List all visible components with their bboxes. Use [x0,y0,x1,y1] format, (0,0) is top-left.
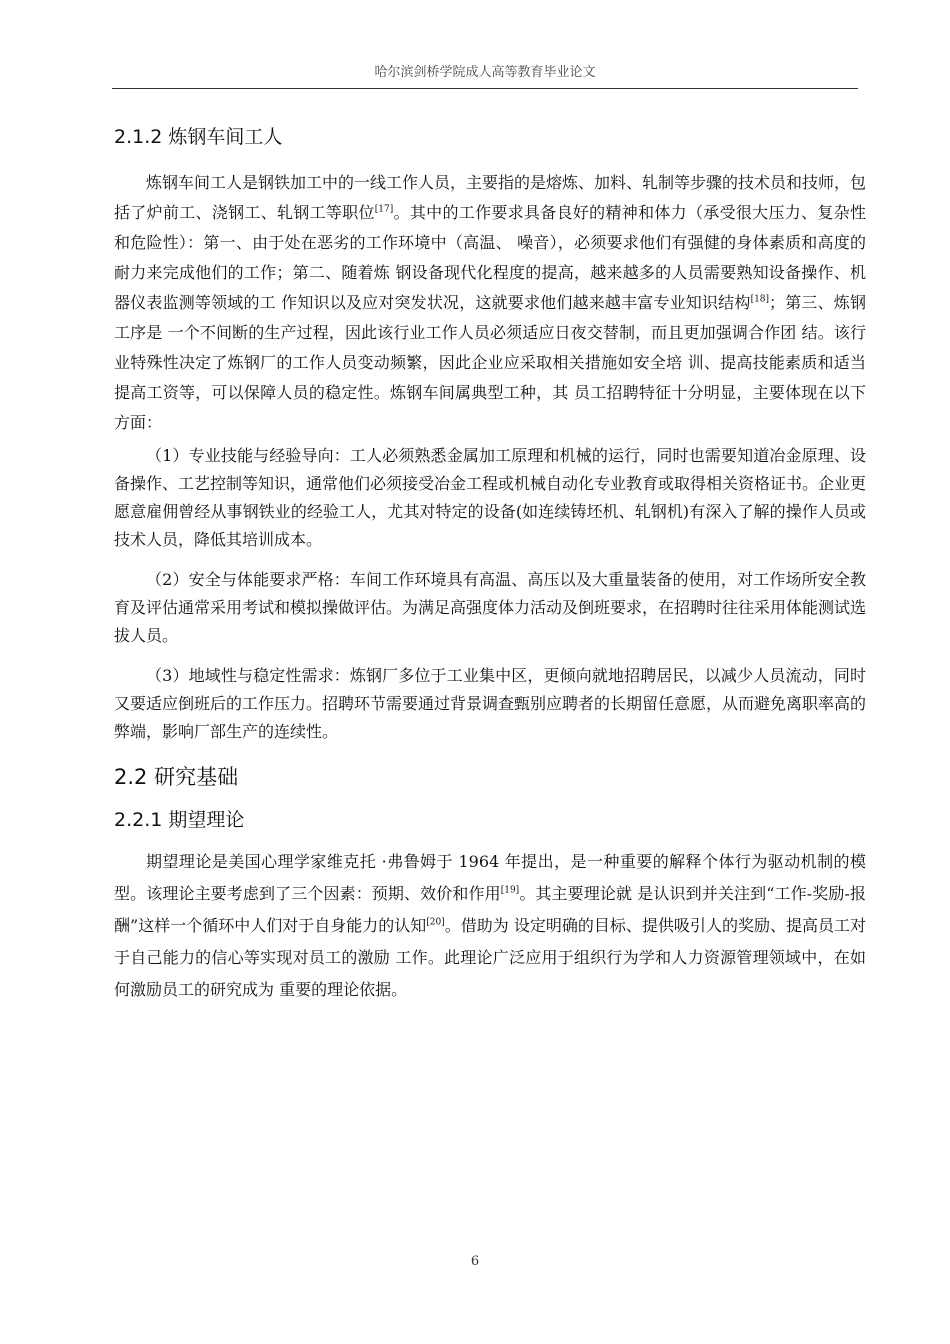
citation-ref: [17] [374,204,394,215]
section-2-2-1-paragraph [114,846,866,1006]
page-header [112,62,858,89]
citation-ref: [19] [500,885,520,896]
text-run: 炼钢车间工人是钢铁加工中的一线工作人员，主要指的是熔炼、加料、轧制等步骤的技术员和技师，包括了炉前工、浇钢工、轧钢工等职位 [114,173,867,222]
citation-ref: [18] [750,294,770,305]
text-run: 期望理论是美国心理学家维克托 ·弗鲁姆于 1964 年提出，是一种重要的解释个体行为驱动机制的模型。该理论主要考虑到了三个因素：预期、效价和作用 [114,852,866,903]
list-item [114,566,866,650]
section-heading-2-2: 2.2 研究基础 [114,765,239,789]
text-run: 。借助为 设定明确的目标、提供吸引人的奖励、提高员工对于自己能力的信心等实现对员工的激励 工作。此理论广泛应用于组织行为学和人力资源管理领域中，在如何激励员工的研究成为 重要的理论依据。 [114,916,866,999]
page-number: 6 [470,1254,480,1269]
list-item-text: （1）专业技能与经验导向：工人必须熟悉金属加工原理和机械的运行，同时也需要知道冶金原理、设备操作、工艺控制等知识，通常他们必须接受冶金工程或机械自动化专业教育或取得相关资格证书。企业更愿意雇佣曾经从事钢铁业的经验工人，尤其对特定的设备(如连续铸坯机、轧钢机)有深入了解的操作人员或技术人员，降低其培训成本。 [114,446,867,549]
citation-ref: [20] [426,917,445,928]
section-heading-2-2-1: 2.2.1 期望理论 [114,809,245,831]
text-run: 。其主要理论就 是认识到并关注到“工作-奖励-报酬”这样一个循环中人们对于自身能力的认知 [114,884,866,935]
section-2-1-2-paragraph [114,168,866,438]
list-item [114,662,866,746]
list-item [114,442,866,554]
list-item-text: （2）安全与体能要求严格：车间工作环境具有高温、高压以及大重量装备的使用，对工作场所安全教育及评估通常采用考试和模拟操做评估。为满足高强度体力活动及倒班要求，在招聘时往往采用体能测试选拔人员。 [114,570,867,645]
header-title: 哈尔滨剑桥学院成人高等教育毕业论文 [374,65,596,80]
list-item-text: （3）地域性与稳定性需求：炼钢厂多位于工业集中区，更倾向就地招聘居民，以减少人员流动，同时又要适应倒班后的工作压力。招聘环节需要通过背景调查甄别应聘者的长期留任意愿，从而避免离职率高的弊端，影响厂部生产的连续性。 [114,666,867,741]
section-heading-2-1-2: 2.1.2 炼钢车间工人 [114,126,283,148]
page-body [114,120,866,1006]
text-run: ；第三、炼钢工序是 一个不间断的生产过程，因此该行业工作人员必须适应日夜交替制，而且更加强调合作团 结。该行业特殊性决定了炼钢厂的工作人员变动频繁，因此企业应采取相关措施如安全培 训、提高技能素质和适当提高工资等，可以保障人员的稳定性。炼钢车间属典型工种，其 员工招聘特征十分明显，主要体现在以下方面： [114,293,866,432]
text-run: 。其中的工作要求具备良好的精神和体力（承受很大压力、复杂性和危险性）：第一、由于处在恶劣的工作环境中（高温、 噪音），必须要求他们有强健的身体素质和高度的耐力来完成他们的工作；第二、随着炼 钢设备现代化程度的提高，越来越多的人员需要熟知设备操作、机器仪表监测等领域的工 作知识以及应对突发状况，这就要求他们越来越丰富专业知识结构 [114,203,866,312]
